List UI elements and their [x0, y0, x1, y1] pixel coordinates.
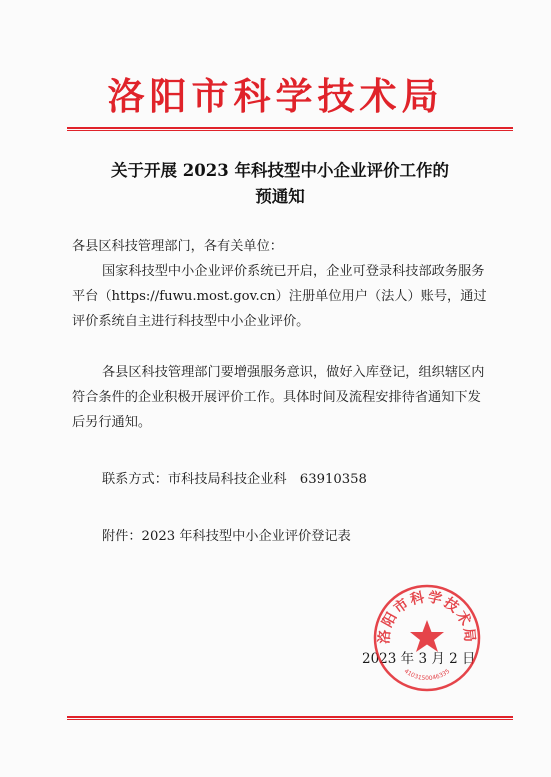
document-title-line-2: 预通知: [255, 187, 305, 206]
body-paragraph-1: 国家科技型中小企业评价系统已开启，企业可登录科技部政务服务平台（https://fuwu.most.gov.cn）注册单位用户（法人）账号，通过评价系统自主进行科技型中小企业评价。: [72, 264, 487, 329]
attachment-note: 附件：2023 年科技型中小企业评价登记表: [102, 529, 351, 544]
svg-text:4103150046335: 4103150046335: [402, 667, 452, 683]
document-title: [60, 158, 500, 210]
footer-divider-thin: [67, 719, 513, 720]
body-paragraph-2: 各县区科技管理部门要增强服务意识，做好入库登记，组织辖区内符合条件的企业积极开展评价工作。具体时间及流程安排待省通知下发后另行通知。: [72, 365, 485, 430]
letterhead-divider-thin: [67, 130, 513, 131]
letterhead-divider-thick: [67, 127, 513, 129]
svg-text:洛阳市科学技术局: 洛阳市科学技术局: [376, 589, 478, 645]
contact-info: 联系方式：市科技局科技企业科 63910358: [102, 472, 367, 487]
footer-divider-thick: [67, 716, 513, 718]
issue-date: 2023 年 3 月 2 日: [362, 651, 476, 667]
salutation: 各县区科技管理部门，各有关单位：: [72, 239, 283, 254]
official-seal-stamp: [369, 580, 485, 696]
document-title-line-1: 关于开展 2023 年科技型中小企业评价工作的: [111, 161, 449, 180]
seal-star-icon: [410, 620, 444, 652]
org-letterhead-title: 洛阳市科学技术局: [107, 74, 444, 118]
